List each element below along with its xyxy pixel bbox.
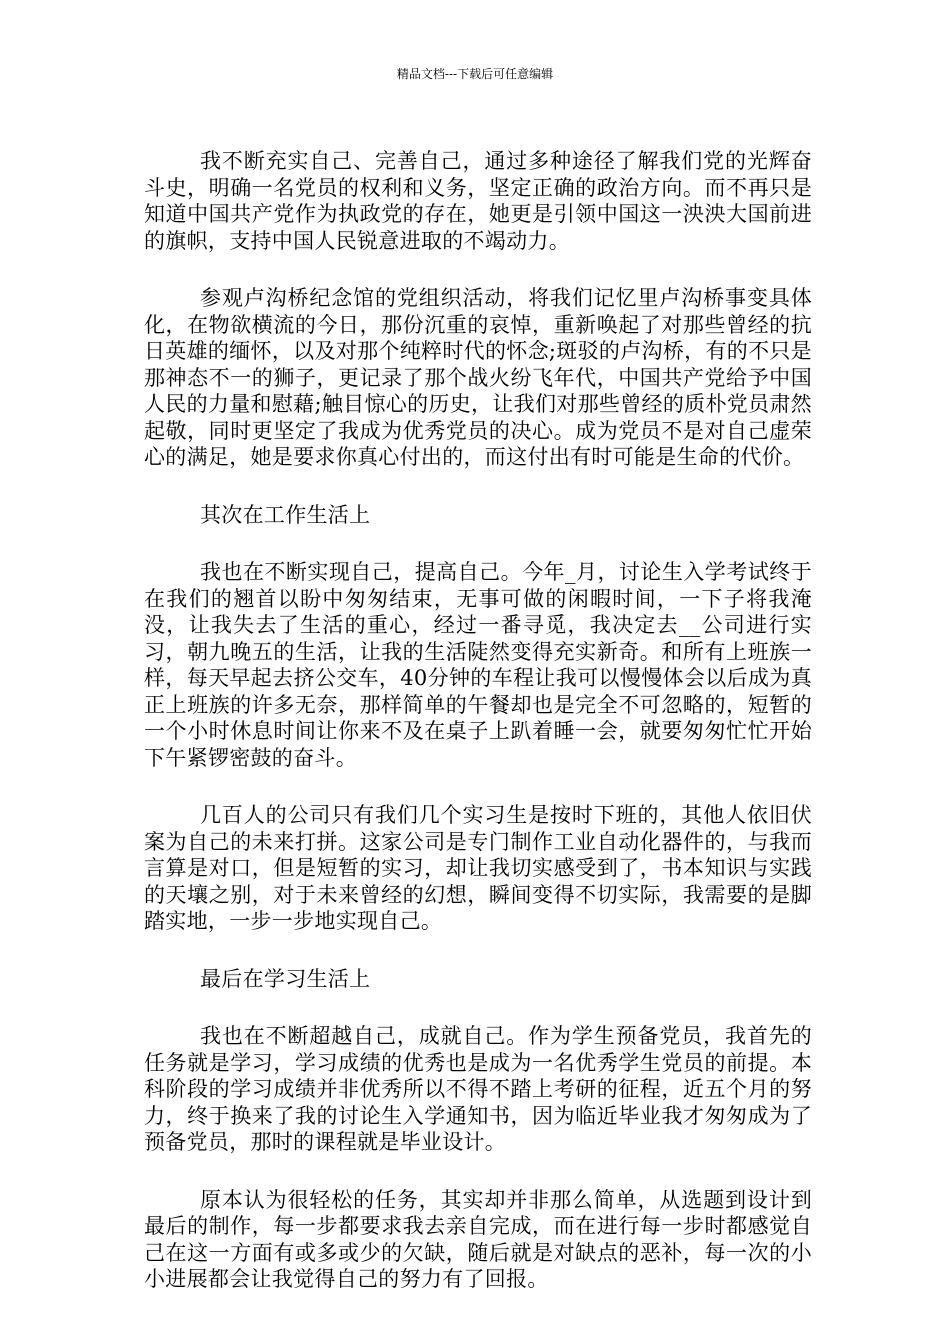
paragraph-1: 我不断充实自己、完善自己，通过多种途径了解我们党的光辉奋斗史，明确一名党员的权利和义务，坚定正确的政治方向。而不再只是知道中国共产党作为执政党的存在，她更是引领中国这一泱泱大国前进的旗帜，支持中国人民锐意进取的不竭动力。 (144, 149, 812, 253)
paragraph-5: 我也在不断超越自己，成就自己。作为学生预备党员，我首先的任务就是学习，学习成绩的优秀也是成为一名优秀学生党员的前提。本科阶段的学习成绩并非优秀所以不得不踏上考研的征程，近五个月的努力，终于换来了我的讨论生入学通知书，因为临近毕业我才匆匆成为了预备党员，那时的课程就是毕业设计。 (144, 1024, 812, 1154)
paragraph-2: 参观卢沟桥纪念馆的党组织活动，将我们记忆里卢沟桥事变具体化，在物欲横流的今日，那份沉重的哀悼，重新唤起了对那些曾经的抗日英雄的缅怀，以及对那个纯粹时代的怀念;斑驳的卢沟桥，有的不只是那神态不一的狮子，更记录了那个战火纷飞年代，中国共产党给予中国人民的力量和慰藉;触目惊心的历史，让我们对那些曾经的质朴党员肃然起敬，同时更坚定了我成为优秀党员的决心。成为党员不是对自己虚荣心的满足，她是要求你真心付出的，而这付出有时可能是生命的代价。 (144, 286, 812, 469)
document-body (144, 148, 812, 1324)
page-header: 精品文档---下载后可任意编辑 (396, 67, 554, 81)
paragraph-6: 原本认为很轻松的任务，其实却并非那么简单，从选题到设计到最后的制作，每一步都要求我去亲自完成，而在进行每一步时都感觉自己在这一方面有或多或少的欠缺，随后就是对缺点的恶补，每一次的小小进展都会让我觉得自己的努力有了回报。 (144, 1187, 812, 1291)
paragraph-3: 我也在不断实现自己，提高自己。今年_月，讨论生入学考试终于在我们的翘首以盼中匆匆结束，无事可做的闲暇时间，一下子将我淹没，让我失去了生活的重心，经过一番寻觅，我决定去__公司进行实习，朝九晚五的生活，让我的生活陡然变得充实新奇。和所有上班族一样，每天早起去挤公交车，40分钟的车程让我可以慢慢体会以后成为真正上班族的许多无奈，那样简单的午餐却也是完全不可忽略的，短暂的一个小时休息时间让你来不及在桌子上趴着睡一会，就要匆匆忙忙开始下午紧锣密鼓的奋斗。 (144, 560, 812, 770)
paragraph-4: 几百人的公司只有我们几个实习生是按时下班的，其他人依旧伏案为自己的未来打拼。这家公司是专门制作工业自动化器件的，与我而言算是对口，但是短暂的实习，却让我切实感受到了，书本知识与实践的天壤之别，对于未来曾经的幻想，瞬间变得不切实际，我需要的是脚踏实地，一步一步地实现自己。 (144, 803, 812, 933)
section-heading-study: 最后在学习生活上 (200, 966, 371, 991)
section-heading-work: 其次在工作生活上 (200, 502, 371, 527)
